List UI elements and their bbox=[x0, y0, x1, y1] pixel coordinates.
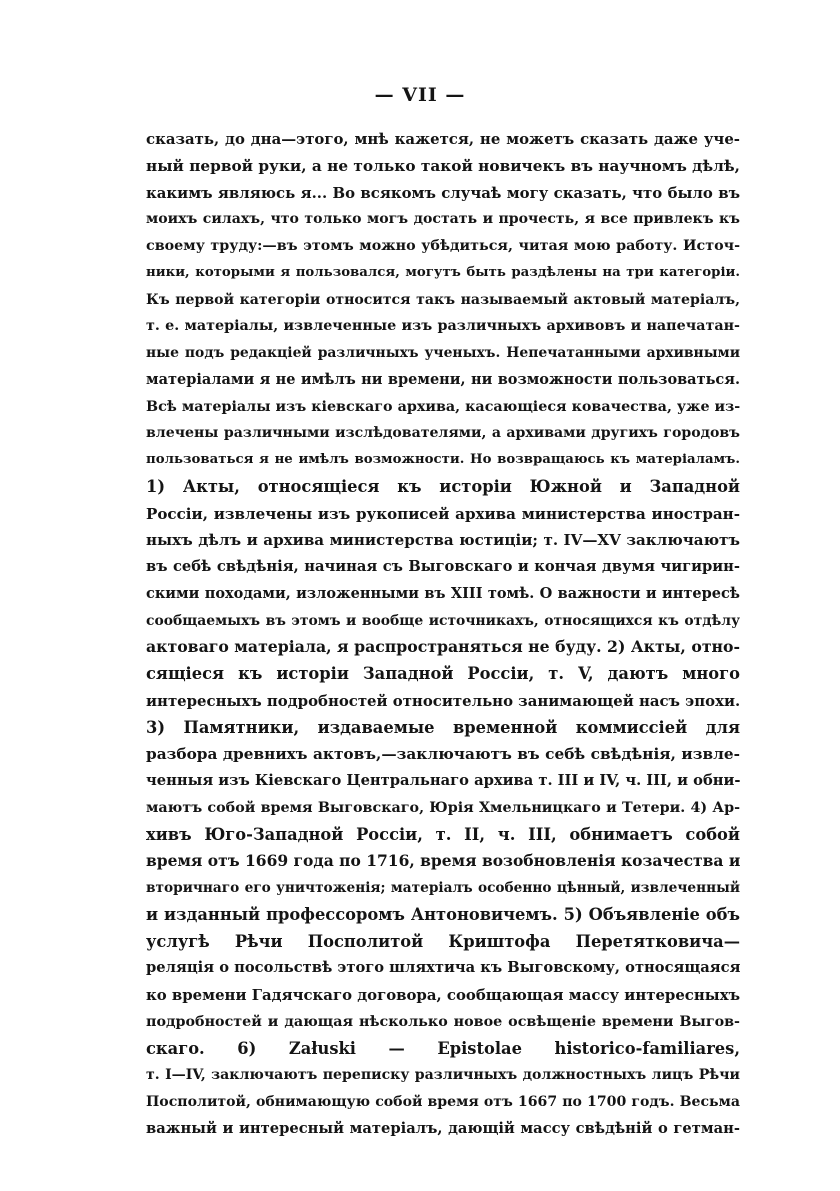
text-line: т. е. матеріалы, извлеченные изъ различныхъ архивовъ и напечатан- bbox=[146, 318, 740, 335]
text-line: подробностей и дающая нѣсколько новое освѣщеніе времени Выгов- bbox=[146, 1013, 740, 1030]
text-line: Посполитой, обнимающую собой время отъ 1667 по 1700 годъ. Весьма bbox=[146, 1094, 740, 1110]
text-line: скаго. 6) Załuski — Epistolae historico-familiares, bbox=[146, 1038, 740, 1058]
text-line: ные подъ редакціей различныхъ ученыхъ. Непечатанными архивными bbox=[146, 345, 740, 361]
page-number: — VII — bbox=[374, 84, 466, 106]
text-line: матеріалами я не имѣлъ ни времени, ни возможности пользоваться. bbox=[146, 370, 740, 388]
text-line: моихъ силахъ, что только могъ достать и прочесть, я все привлекъ къ bbox=[146, 211, 740, 228]
text-line: Россіи, извлечены изъ рукописей архива министерства иностран- bbox=[146, 504, 740, 523]
text-line: маютъ собой время Выговскаго, Юрія Хмельницкаго и Тетери. 4) Ар- bbox=[146, 799, 740, 816]
text-line: актоваго матеріала, я распространяться не буду. 2) Акты, отно- bbox=[146, 637, 740, 657]
text-line: скими походами, изложенными въ XIII томѣ. О важности и интересѣ bbox=[146, 584, 740, 602]
text-line: Всѣ матеріалы изъ кіевскаго архива, касающіеся ковачества, уже из- bbox=[146, 398, 740, 415]
text-line: ко времени Гадячскаго договора, сообщающая массу интересныхъ bbox=[146, 986, 740, 1004]
text-line: услугѣ Рѣчи Посполитой Криштофа Перетятковича— bbox=[146, 931, 740, 951]
text-line: сказать, до дна—этого, мнѣ кажется, не можетъ сказать даже уче- bbox=[146, 130, 740, 148]
text-line: важный и интересный матеріалъ, дающій массу свѣдѣній о гетман- bbox=[146, 1119, 740, 1137]
text-line: какимъ являюсь я... Во всякомъ случаѣ могу сказать, что было въ bbox=[146, 183, 740, 202]
text-line: 3) Памятники, издаваемые временной коммиссіей для bbox=[146, 717, 740, 737]
text-line: вторичнаго его уничтоженія; матеріалъ особенно цѣнный, извлеченный bbox=[146, 880, 740, 896]
text-line: ныхъ дѣлъ и архива министерства юстиціи; т. IV—XV заключаютъ bbox=[146, 531, 740, 550]
text-line: интересныхъ подробностей относительно занимающей насъ эпохи. bbox=[146, 691, 740, 710]
text-line: 1) Акты, относящіеся къ исторіи Южной и Западной bbox=[146, 476, 740, 496]
text-line: ный первой руки, а не только такой новичекъ въ научномъ дѣлѣ, bbox=[146, 156, 740, 175]
text-line: въ себѣ свѣдѣнія, начиная съ Выговскаго и кончая двумя чигирин- bbox=[146, 558, 740, 575]
text-line: сообщаемыхъ въ этомъ и вообще источникахъ, относящихся къ отдѣлу bbox=[146, 612, 740, 629]
text-line: реляція о посольствѣ этого шляхтича къ Выговскому, относящаяся bbox=[146, 959, 740, 977]
text-line: время отъ 1669 года по 1716, время возобновленія козачества и bbox=[146, 851, 740, 871]
text-line: хивъ Юго-Западной Россіи, т. II, ч. III, обнимаетъ собой bbox=[146, 824, 740, 844]
text-line: сящіеся къ исторіи Западной Россіи, т. V, даютъ много bbox=[146, 664, 740, 683]
text-line: своему труду:—въ этомъ можно убѣдиться, читая мою работу. Источ- bbox=[146, 238, 740, 254]
text-line: ченныя изъ Кіевскаго Центральнаго архива т. III и IV, ч. III, и обни- bbox=[146, 772, 740, 789]
text-line: ники, которыми я пользовался, могутъ быть раздѣлены на три категоріи. bbox=[146, 264, 740, 280]
body-text bbox=[146, 126, 740, 1143]
text-line: влечены различными изслѣдователями, а архивами другихъ городовъ bbox=[146, 425, 740, 442]
text-line: и изданный профессоромъ Антоновичемъ. 5) Объявленіе объ bbox=[146, 904, 740, 924]
text-line: Къ первой категоріи относится такъ называемый актовый матеріалъ, bbox=[146, 291, 740, 308]
text-line: разбора древнихъ актовъ,—заключаютъ въ себѣ свѣдѣнія, извле- bbox=[146, 745, 740, 764]
text-line: пользоваться я не имѣлъ возможности. Но возвращаюсь къ матеріаламъ. bbox=[146, 452, 740, 467]
text-line: т. I—IV, заключаютъ переписку различныхъ должностныхъ лицъ Рѣчи bbox=[146, 1067, 740, 1084]
